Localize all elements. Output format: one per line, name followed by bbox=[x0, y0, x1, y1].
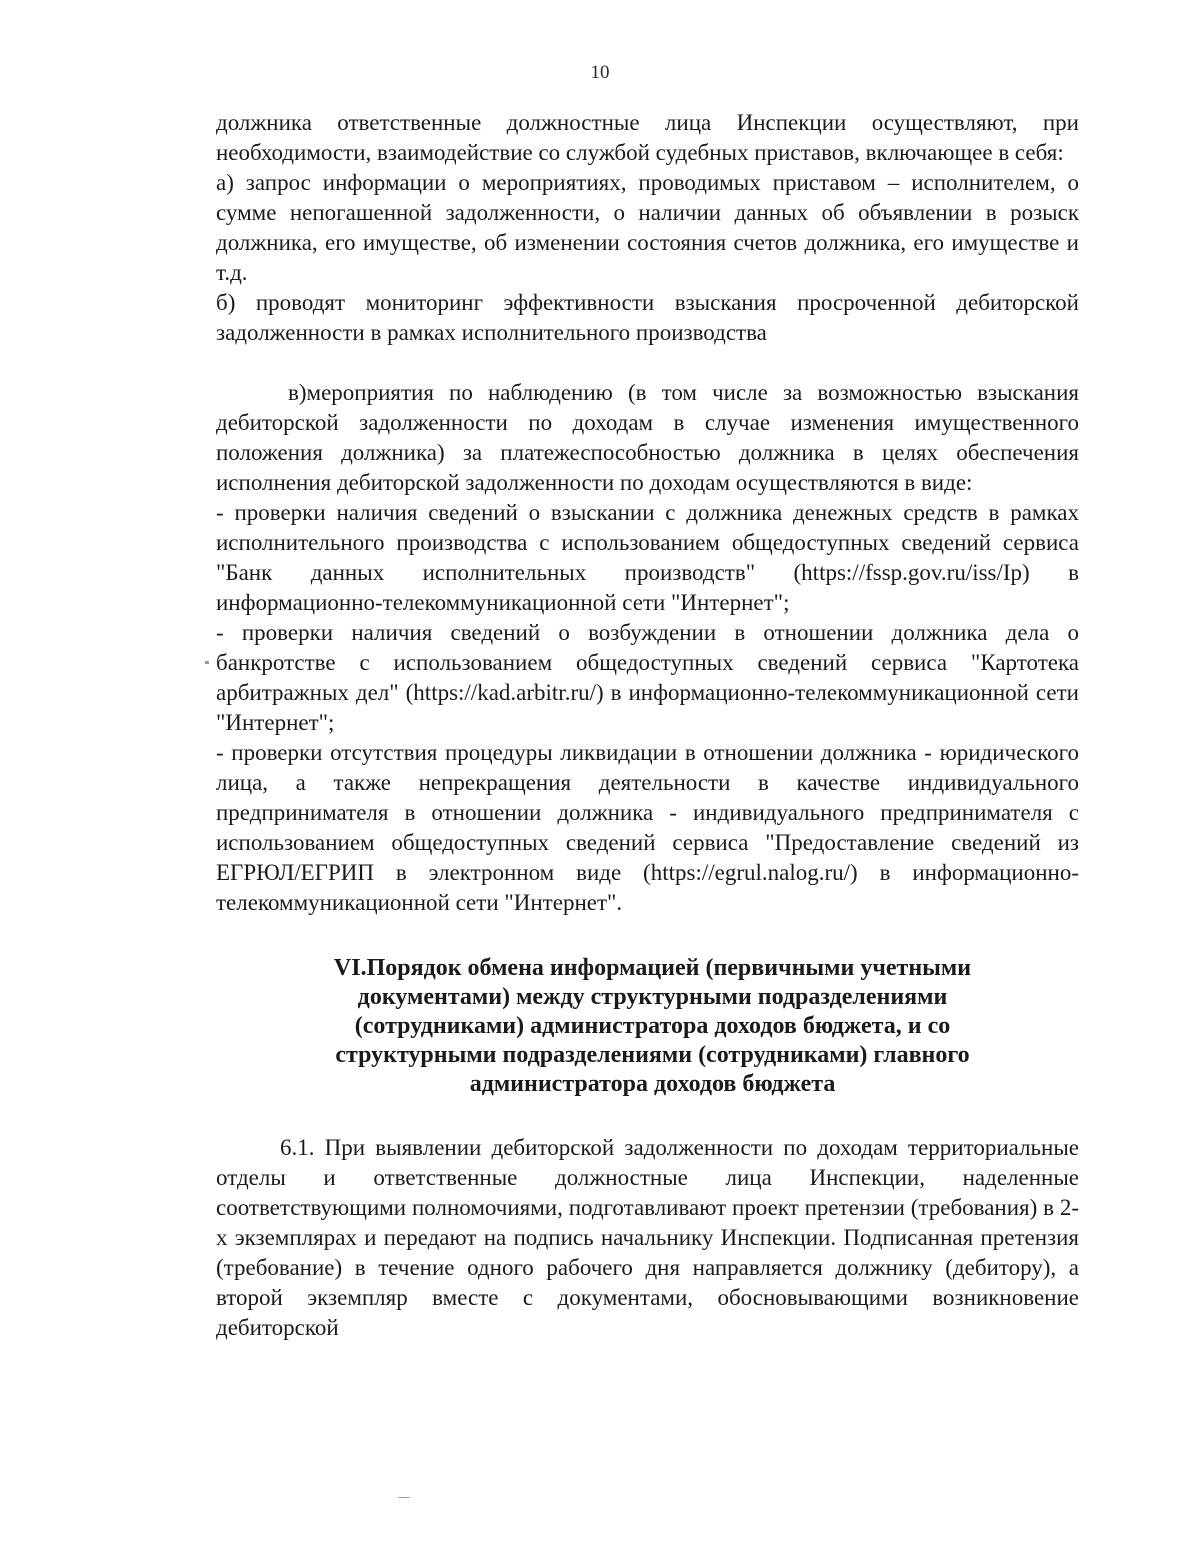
document-body bbox=[216, 108, 1079, 1343]
check-item-egrul: - проверки отсутствия процедуры ликвидации в отношении должника - юридического лица, а также непрекращения деятельности в качестве индивидуального предпринимателя в отношении должника - индивидуального предпринимателя с использованием общедоступных сведений сервиса "Предоставление сведений из ЕГРЮЛ/ЕГРИП в электронном виде (https://egrul.nalog.ru/) в информационно-телекоммуникационной сети "Интернет". bbox=[216, 740, 1079, 915]
paragraph-6-1: 6.1. При выявлении дебиторской задолженности по доходам территориальные отделы и ответственные должностные лица Инспекции, наделенные соответствующими полномочиями, подготавливают проект претензии (требования) в 2-х экземплярах и передают на подпись начальнику Инспекции. Подписанная претензия (требование) в течение одного рабочего дня направляется должнику (дебитору), а второй экземпляр вместе с документами, обосновывающими возникновение дебиторской bbox=[216, 1135, 1079, 1340]
check-item-fssp: - проверки наличия сведений о взыскании с должника денежных средств в рамках исполнительного производства с использованием общедоступных сведений сервиса "Банк данных исполнительных производств" (https://fssp.gov.ru/iss/Ip) в информационно-телекоммуникационной сети "Интернет"; bbox=[216, 500, 1079, 615]
list-item-a: а) запрос информации о мероприятиях, проводимых приставом – исполнителем, о сумме непогашенной задолженности, о наличии данных об объявлении в розыск должника, его имуществе, об изменении состояния счетов должника, его имуществе и т.д. bbox=[216, 170, 1079, 285]
list-item-v: в)мероприятия по наблюдению (в том числе за возможностью взыскания дебиторской задолженности по доходам в случае изменения имущественного положения должника) за платежеспособностью должника в целях обеспечения исполнения дебиторской задолженности по доходам осуществляются в виде: bbox=[216, 380, 1079, 495]
scan-speck bbox=[398, 1497, 410, 1498]
section-heading: VI.Порядок обмена информацией (первичными учетными документами) между структурными подразделениями (сотрудниками) администратора доходов бюджета, и со структурными подразделениями (сотрудниками) главного администратора доходов бюджета bbox=[333, 955, 972, 1097]
page-number: 10 bbox=[590, 62, 610, 83]
scan-speck bbox=[205, 661, 209, 664]
check-item-arbitr: - проверки наличия сведений о возбуждении в отношении должника дела о банкротстве с использованием общедоступных сведений сервиса "Картотека арбитражных дел" (https://kad.arbitr.ru/) в информационно-телекоммуникационной сети "Интернет"; bbox=[216, 620, 1079, 735]
paragraph-continuation: должника ответственные должностные лица Инспекции осуществляют, при необходимости, взаимодействие со службой судебных приставов, включающее в себя: bbox=[216, 110, 1079, 165]
list-item-b: б) проводят мониторинг эффективности взыскания просроченной дебиторской задолженности в рамках исполнительного производства bbox=[216, 290, 1079, 345]
